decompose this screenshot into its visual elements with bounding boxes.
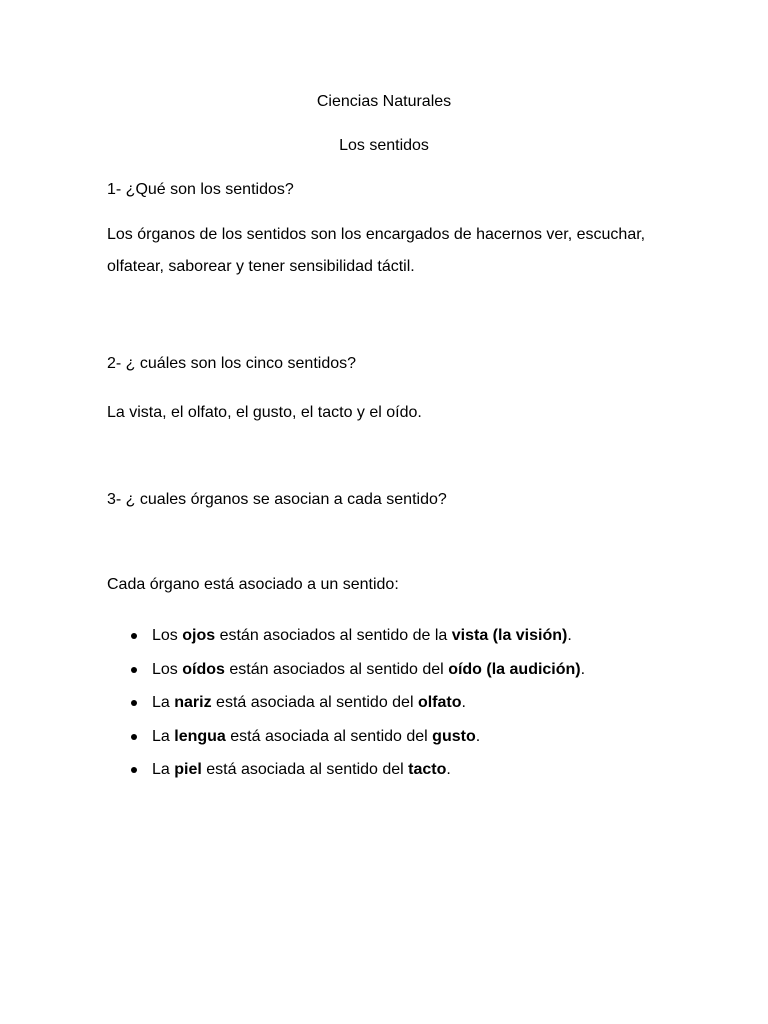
organ-name: piel	[174, 761, 202, 778]
list-item: La nariz está asociada al sentido del olfato.	[107, 691, 585, 725]
bullet-icon	[131, 633, 137, 639]
question-3: 3- ¿ cuales órganos se asocian a cada sentido?	[107, 491, 447, 508]
list-item: La piel está asociada al sentido del tacto.	[107, 758, 585, 792]
sense-name: gusto	[432, 727, 476, 745]
answer-3-intro: Cada órgano está asociado a un sentido:	[107, 576, 399, 593]
bullet-icon	[131, 700, 137, 706]
bullet-icon	[131, 767, 137, 773]
bullet-icon	[131, 734, 137, 740]
list-item: La lengua está asociada al sentido del gusto.	[107, 725, 585, 759]
document-subtitle: Los sentidos	[339, 137, 429, 154]
bullet-icon	[131, 667, 137, 673]
sense-name: oído (la audición)	[448, 660, 581, 678]
organ-name: oídos	[182, 660, 225, 678]
organ-name: nariz	[174, 694, 212, 711]
sense-name: olfato	[417, 694, 462, 711]
sense-name: tacto	[408, 761, 447, 778]
question-2: 2- ¿ cuáles son los cinco sentidos?	[107, 355, 357, 372]
organ-sense-list	[107, 624, 585, 792]
organ-name: ojos	[182, 627, 216, 644]
list-item: Los oídos están asociados al sentido del oído (la audición).	[107, 658, 585, 692]
question-1: 1- ¿Qué son los sentidos?	[107, 181, 294, 198]
organ-name: lengua	[174, 727, 226, 745]
answer-2: La vista, el olfato, el gusto, el tacto y el oído.	[107, 404, 422, 421]
answer-1: Los órganos de los sentidos son los encargados de hacernos ver, escuchar, olfatear, saborear y tener sensibilidad táctil.	[107, 226, 646, 275]
list-item: Los ojos están asociados al sentido de la vista (la visión).	[107, 624, 585, 658]
sense-name: vista (la visión)	[451, 627, 568, 644]
document-title: Ciencias Naturales	[316, 93, 452, 110]
